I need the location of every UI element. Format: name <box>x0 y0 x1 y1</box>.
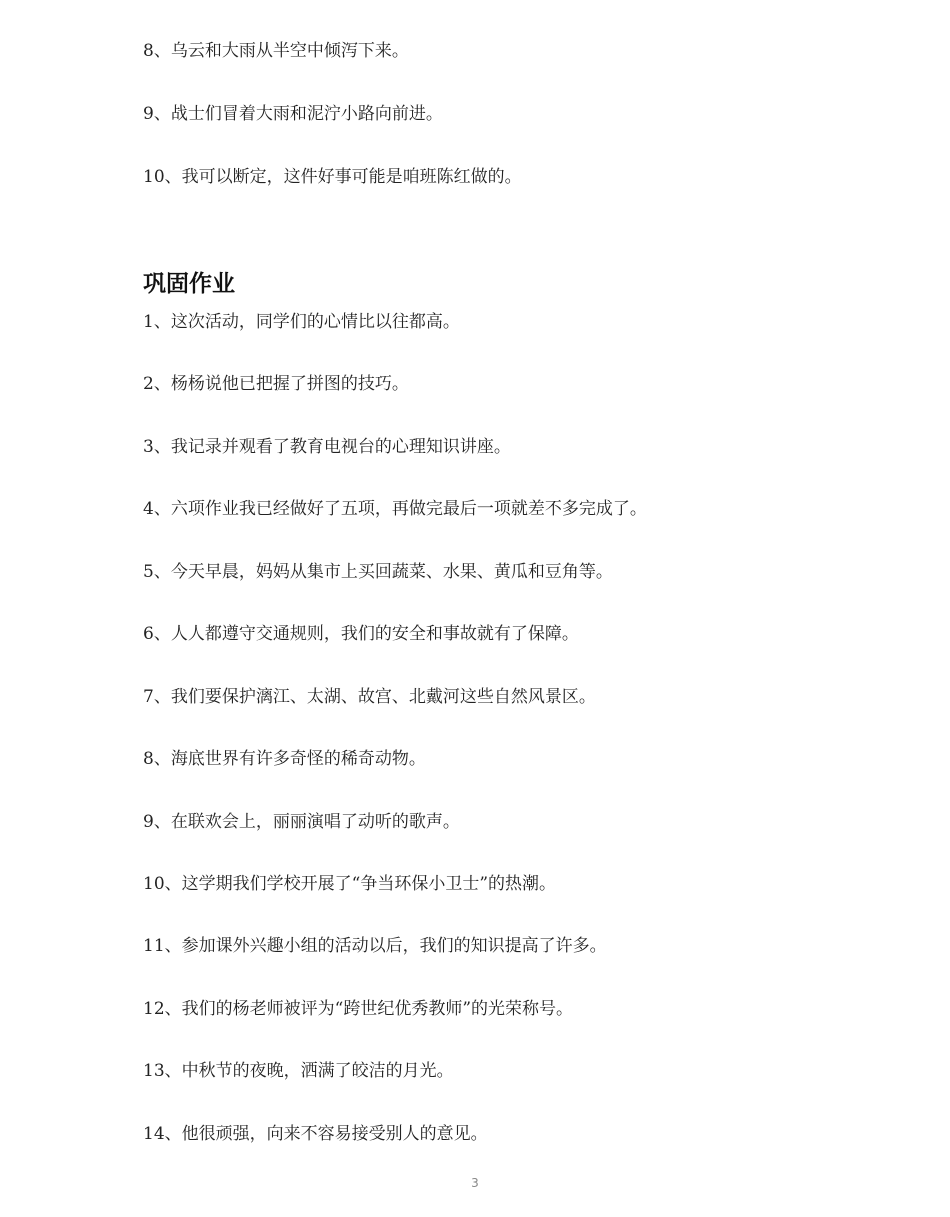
list-item: 9、在联欢会上，丽丽演唱了动听的歌声。 <box>143 812 460 832</box>
list-item: 14、他很顽强，向来不容易接受别人的意见。 <box>143 1124 488 1144</box>
list-item: 7、我们要保护漓江、太湖、故宫、北戴河这些自然风景区。 <box>143 687 596 707</box>
list-item: 5、今天早晨，妈妈从集市上买回蔬菜、水果、黄瓜和豆角等。 <box>143 562 613 582</box>
list-item: 11、参加课外兴趣小组的活动以后，我们的知识提高了许多。 <box>143 936 607 956</box>
page-number: 3 <box>471 1176 479 1190</box>
list-item: 6、人人都遵守交通规则，我们的安全和事故就有了保障。 <box>143 624 579 644</box>
list-item: 10、我可以断定，这件好事可能是咱班陈红做的。 <box>143 167 522 187</box>
list-item: 13、中秋节的夜晚，洒满了皎洁的月光。 <box>143 1061 454 1081</box>
list-item: 1、这次活动，同学们的心情比以往都高。 <box>143 312 460 332</box>
list-item: 8、海底世界有许多奇怪的稀奇动物。 <box>143 749 426 769</box>
section-title: 巩固作业 <box>143 271 235 297</box>
list-item: 4、六项作业我已经做好了五项，再做完最后一项就差不多完成了。 <box>143 499 647 519</box>
list-item: 8、乌云和大雨从半空中倾泻下来。 <box>143 41 409 61</box>
list-item: 9、战士们冒着大雨和泥泞小路向前进。 <box>143 104 443 124</box>
list-item: 3、我记录并观看了教育电视台的心理知识讲座。 <box>143 437 511 457</box>
list-item: 2、杨杨说他已把握了拼图的技巧。 <box>143 374 409 394</box>
list-item: 10、这学期我们学校开展了“争当环保小卫士”的热潮。 <box>143 874 557 894</box>
list-item: 12、我们的杨老师被评为“跨世纪优秀教师”的光荣称号。 <box>143 999 574 1019</box>
